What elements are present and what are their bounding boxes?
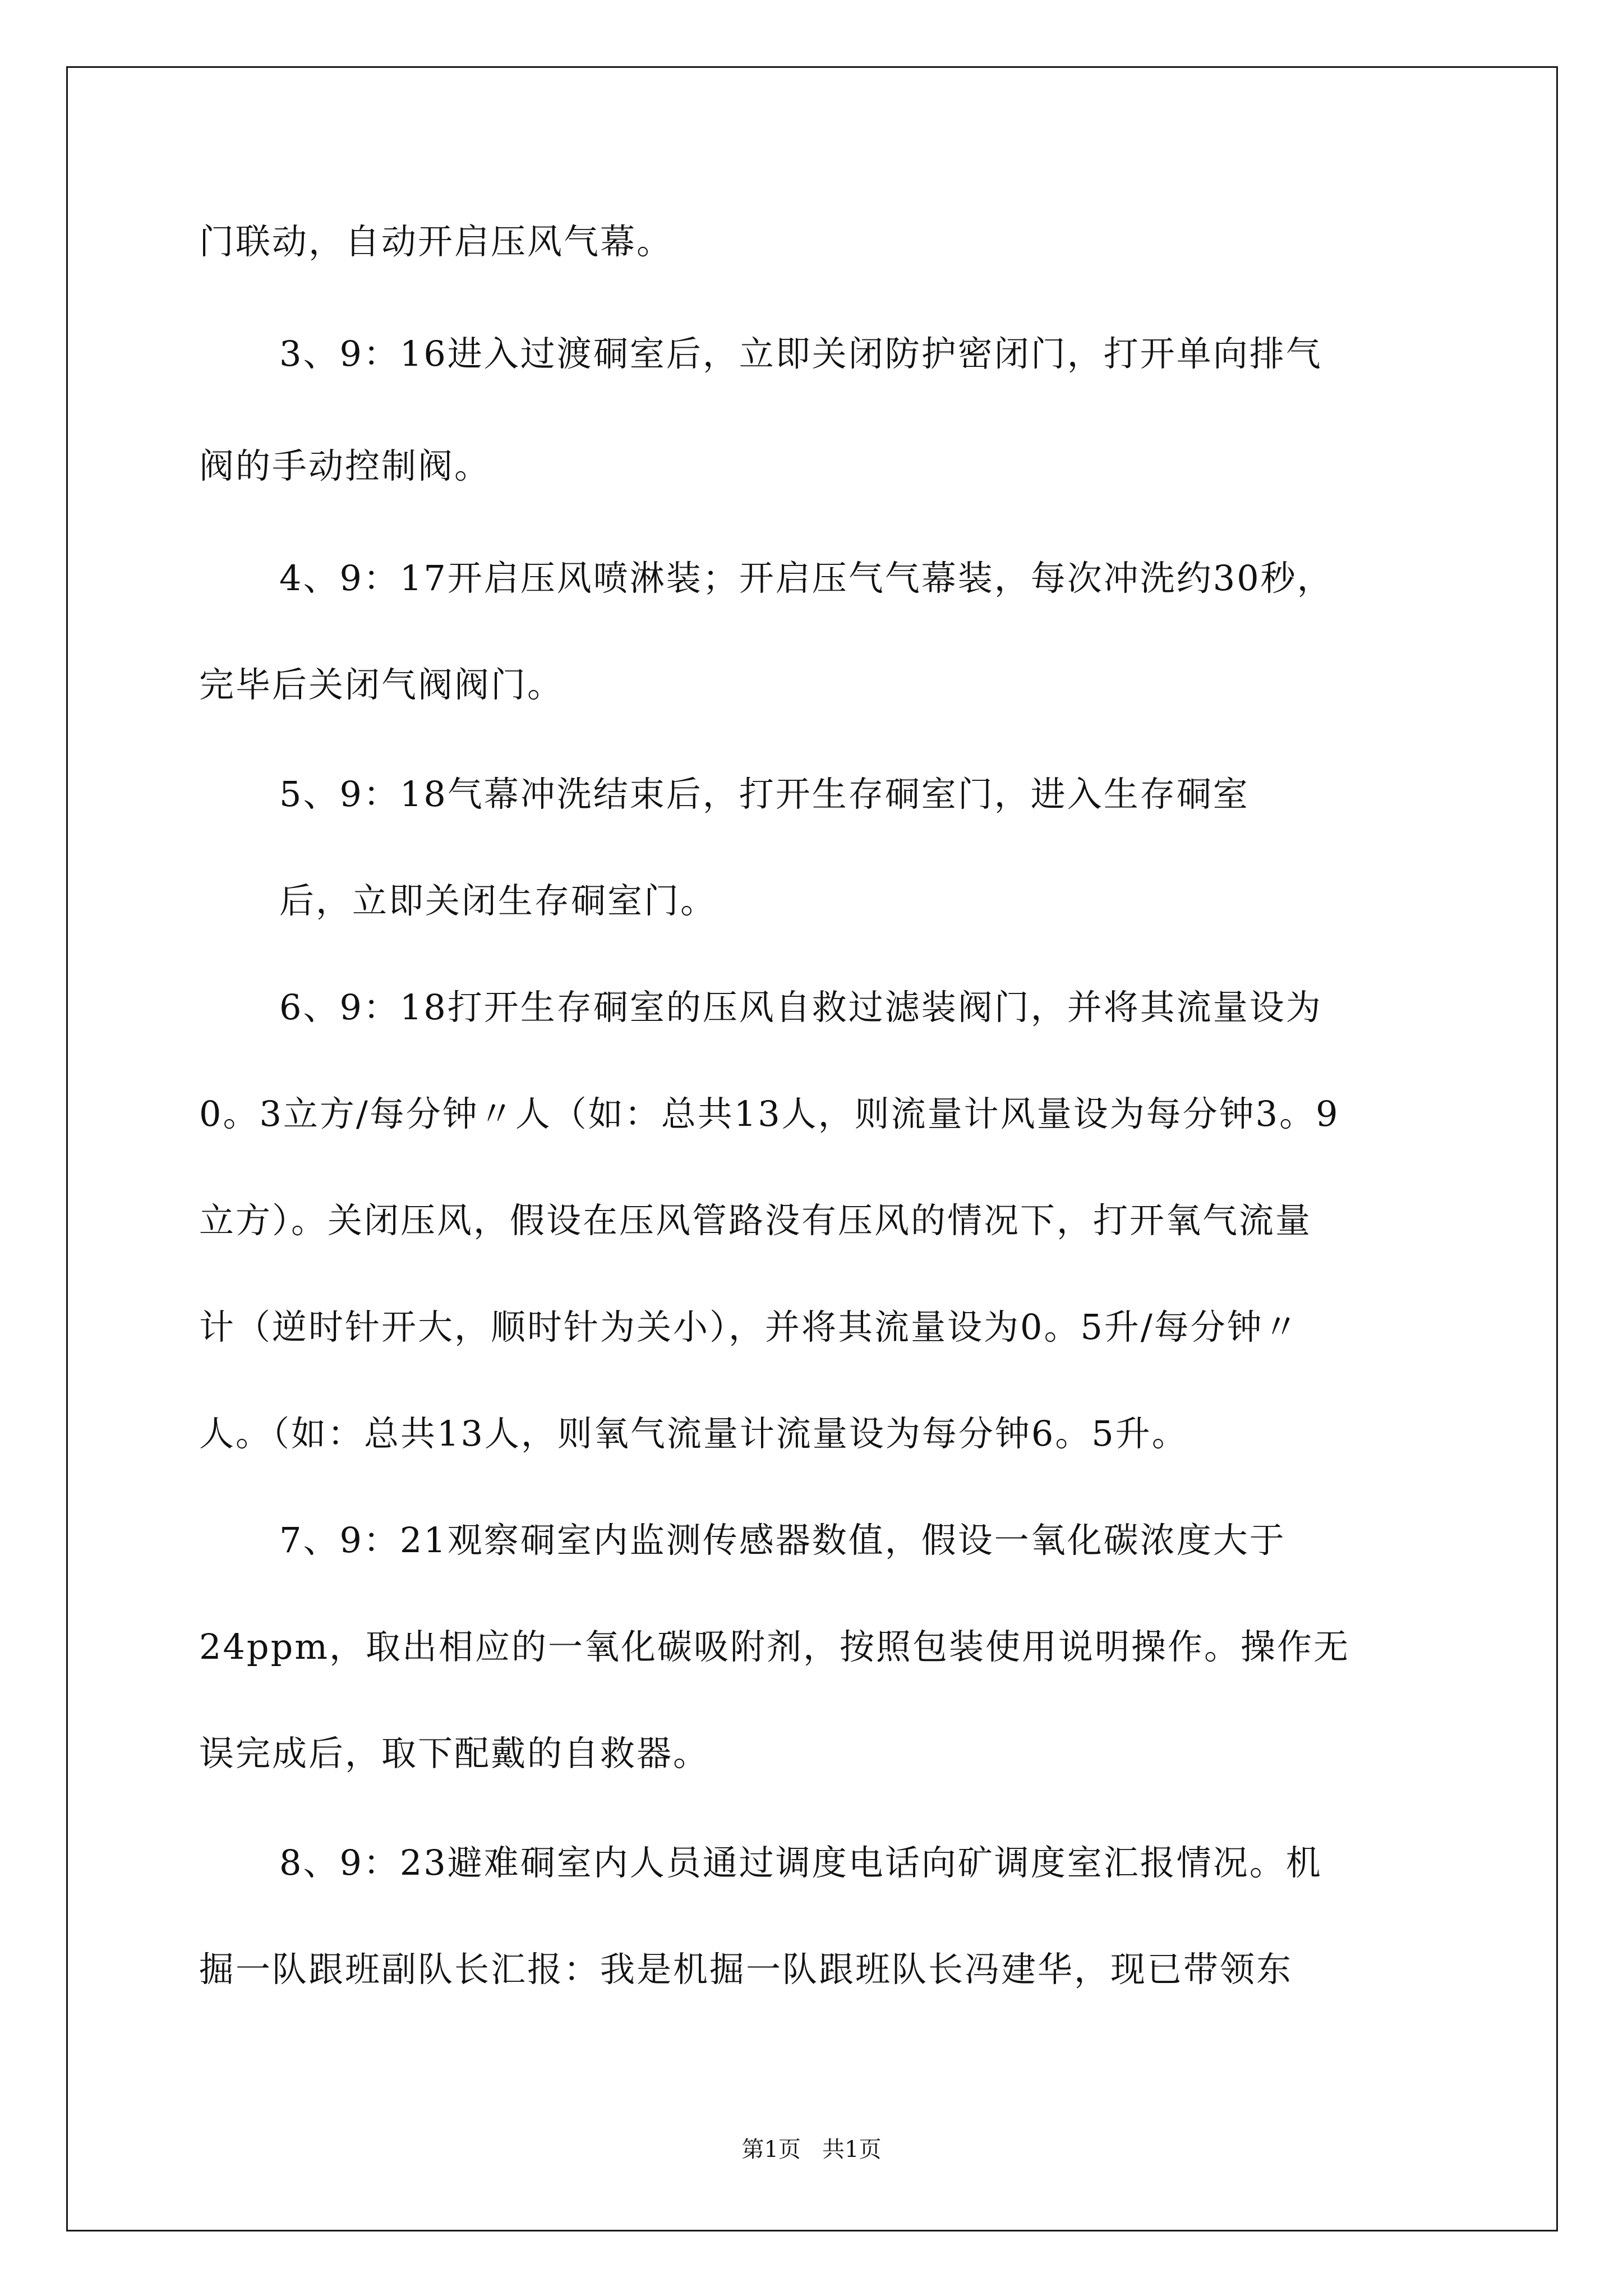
page-footer: 第1页 共1页 bbox=[741, 2137, 882, 2162]
text-line: 后，立即关闭生存硐室门。 bbox=[279, 880, 717, 921]
text-line: 完毕后关闭气阀阀门。 bbox=[199, 664, 564, 705]
text-line: 24ppm，取出相应的一氧化碳吸附剂，按照包装使用说明操作。操作无 bbox=[199, 1626, 1350, 1667]
text-line: 立方）。关闭压风，假设在压风管路没有压风的情况下，打开氧气流量 bbox=[199, 1200, 1312, 1241]
text-line: 5、9：18气幕冲洗结束后，打开生存硐室门，进入生存硐室 bbox=[279, 774, 1249, 815]
page-border bbox=[66, 66, 1558, 2231]
text-line: 6、9：18打开生存硐室的压风自救过滤装阀门，并将其流量设为 bbox=[279, 987, 1322, 1028]
text-line: 计（逆时针开大，顺时针为关小），并将其流量设为0。5升/每分钟〃 bbox=[199, 1306, 1300, 1347]
text-line: 阀的手动控制阀。 bbox=[199, 445, 491, 486]
text-line: 7、9：21观察硐室内监测传感器数值，假设一氧化碳浓度大于 bbox=[279, 1520, 1286, 1561]
text-line: 3、9：16进入过渡硐室后，立即关闭防护密闭门，打开单向排气 bbox=[279, 333, 1322, 374]
text-line: 掘一队跟班副队长汇报：我是机掘一队跟班队长冯建华，现已带领东 bbox=[199, 1949, 1293, 1990]
text-line: 误完成后，取下配戴的自救器。 bbox=[199, 1733, 710, 1774]
text-line: 人。（如：总共13人，则氧气流量计流量设为每分钟6。5升。 bbox=[199, 1413, 1188, 1454]
text-line: 0。3立方/每分钟〃人（如：总共13人，则流量计风量设为每分钟3。9 bbox=[199, 1093, 1340, 1134]
text-line: 8、9：23避难硐室内人员通过调度电话向矿调度室汇报情况。机 bbox=[279, 1842, 1322, 1883]
text-line: 4、9：17开启压风喷淋装；开启压气气幕装，每次冲洗约30秒， bbox=[279, 558, 1334, 599]
text-line: 门联动，自动开启压风气幕。 bbox=[199, 221, 674, 262]
